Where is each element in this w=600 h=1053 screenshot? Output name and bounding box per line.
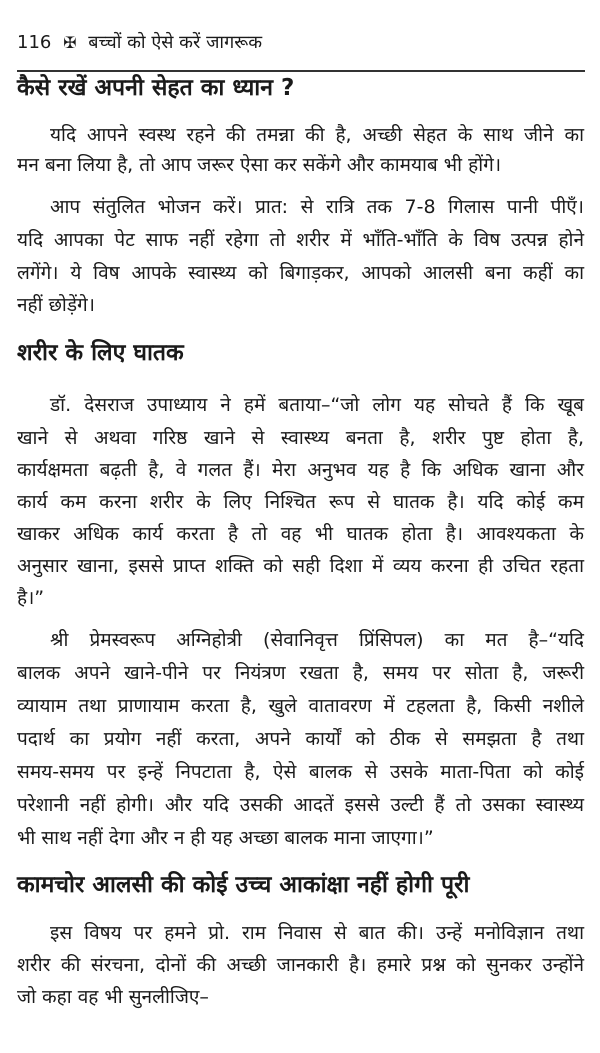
paragraph-line: पदार्थ का प्रयोग नहीं करता, अपने कार्यों को ठीक से समझता है तथा [17,728,584,750]
paragraph-line: बालक अपने खाने-पीने पर नियंत्रण रखता है, समय पर सोता है, जरूरी [17,662,584,684]
ornament-icon: ✠ [63,33,77,52]
paragraph-line: समय-समय पर इन्हें निपटाता है, ऐसे बालक से उसके माता-पिता को कोई [17,761,584,783]
paragraph-line: मन बना लिया है, तो आप जरूर ऐसा कर सकेंगे और कामयाब भी होंगे। [17,154,502,176]
paragraph-line: इस विषय पर हमने प्रो. राम निवास से बात की। उन्हें मनोविज्ञान तथा [50,922,584,944]
paragraph-line: शरीर की संरचना, दोनों की अच्छी जानकारी है। हमारे प्रश्न को सुनकर उन्होंने [17,954,584,976]
paragraph-line: कार्य कम करना शरीर के लिए निश्चित रूप से घातक है। यदि कोई कम [17,491,584,513]
paragraph-line: व्यायाम तथा प्राणायाम करता है, खुले वातावरण में टहलता है, किसी नशीले [17,695,584,717]
paragraph-line: कार्यक्षमता बढ़ती है, वे गलत हैं। मेरा अनुभव यह है कि अधिक खाना और [17,459,584,481]
section-heading: कैसे रखें अपनी सेहत का ध्यान ? [17,75,295,101]
paragraph-line: यदि आपका पेट साफ नहीं रहेगा तो शरीर में भाँति-भाँति के विष उत्पन्न होने [17,229,584,251]
paragraph-line: है।” [17,587,45,609]
paragraph-line: आप संतुलित भोजन करें। प्रात: से रात्रि तक 7-8 गिलास पानी पीएँ। [50,196,584,218]
paragraph-line: खाकर अधिक कार्य करता है तो वह भी घातक होता है। आवश्यकता के [17,523,584,545]
paragraph-line: लगेंगे। ये विष आपके स्वास्थ्य को बिगाड़कर, आपको आलसी बना कहीं का [17,262,584,284]
running-header [17,30,268,56]
paragraph-line: अनुसार खाना, इससे प्राप्त शक्ति को सही दिशा में व्यय करना ही उचित रहता [17,555,584,577]
paragraph-line: डॉ. देसराज उपाध्याय ने हमें बताया–“जो लोग यह सोचते हैं कि खूब [50,394,584,416]
section-heading: शरीर के लिए घातक [17,340,184,366]
paragraph-line: भी साथ नहीं देगा और न ही यह अच्छा बालक माना जाएगा।” [17,827,434,849]
paragraph-line: यदि आपने स्वस्थ रहने की तमन्ना की है, अच्छी सेहत के साथ जीने का [50,124,584,146]
paragraph-line: खाने से अथवा गरिष्ठ खाने से स्वास्थ्य बनता है, शरीर पुष्ट होता है, [17,427,584,449]
book-title: बच्चों को ऐसे करें जागरूक [88,32,263,53]
page-number: 116 [17,32,52,53]
paragraph-line: नहीं छोड़ेंगे। [17,294,95,316]
paragraph-line: जो कहा वह भी सुनलीजिए– [17,986,209,1008]
paragraph-line: श्री प्रेमस्वरूप अग्निहोत्री (सेवानिवृत्त प्रिंसिपल) का मत है–“यदि [50,629,584,651]
section-heading: कामचोर आलसी की कोई उच्च आकांक्षा नहीं होगी पूरी [17,872,470,898]
paragraph-line: परेशानी नहीं होगी। और यदि उसकी आदतें इससे उल्टी हैं तो उसका स्वास्थ्य [17,794,584,816]
